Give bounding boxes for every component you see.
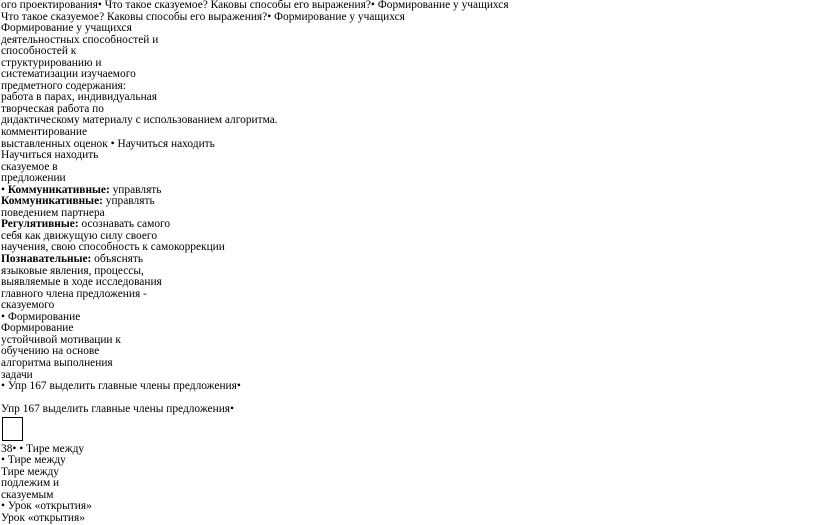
- line-text: сказуемым: [1, 488, 54, 501]
- line-text: работа в парах, индивидуальная: [1, 91, 157, 104]
- text-line: [1, 358, 816, 370]
- line-text: • Тире между: [1, 454, 66, 467]
- bold-label: Коммуникативные:: [7, 183, 110, 196]
- document-text-bottom: [1, 444, 816, 525]
- line-text: объяснять: [91, 253, 144, 266]
- bold-label: Познавательные:: [1, 253, 92, 266]
- text-line: [1, 513, 816, 525]
- text-line: [1, 346, 816, 358]
- line-text: деятельностных способностей и: [1, 33, 159, 46]
- line-text: подлежим и: [1, 477, 60, 490]
- line-text: сказуемое в: [1, 160, 58, 173]
- text-line: [1, 404, 816, 416]
- line-text: 38• • Тире между: [1, 442, 85, 455]
- line-text: выявляемые в ходе исследования: [1, 276, 162, 289]
- line-text: главного члена предложения -: [1, 287, 147, 300]
- text-line: [1, 478, 816, 490]
- line-text: предметного содержания:: [1, 79, 126, 92]
- line-text: осознавать самого: [78, 218, 171, 231]
- line-text: Формирование: [1, 322, 74, 335]
- text-line: [1, 162, 816, 174]
- text-line: [1, 300, 816, 312]
- line-text: творческая работа по: [1, 102, 104, 115]
- text-line: [1, 139, 816, 151]
- line-text: структурированию и: [1, 56, 102, 69]
- text-line: [1, 335, 816, 347]
- line-text: алгоритма выполнения: [1, 356, 113, 369]
- line-text: Что такое сказуемое? Каковы способы его выражения?• Формирование у учащихся: [1, 10, 405, 23]
- text-line: [1, 289, 816, 301]
- text-line: [1, 115, 816, 127]
- line-text: способностей к: [1, 45, 77, 58]
- line-text: дидактическому материалу с использованием алгоритма.: [1, 114, 278, 127]
- line-text: комментирование: [1, 126, 87, 139]
- text-line: [1, 312, 816, 324]
- line-text: себя как движущую силу своего: [1, 229, 158, 242]
- text-line: [1, 35, 816, 47]
- line-text: сказуемого: [1, 299, 55, 312]
- line-text: Тире между: [1, 465, 59, 478]
- text-line: [1, 92, 816, 104]
- line-text: управлять: [102, 195, 155, 208]
- line-text: языковые явления, процессы,: [1, 264, 144, 277]
- line-text: управлять: [109, 183, 162, 196]
- line-text: научения, свою способность к самокоррекции: [1, 241, 225, 254]
- bold-label: Регулятивные:: [1, 218, 79, 231]
- text-line: [1, 490, 816, 502]
- line-text: поведением партнера: [1, 206, 105, 219]
- text-line: [1, 501, 816, 513]
- text-line: [1, 46, 816, 58]
- line-text: Урок «открытия»: [1, 511, 85, 524]
- line-text: • Формирование: [1, 310, 81, 323]
- line-text: предложении: [1, 172, 66, 185]
- text-line: [1, 455, 816, 467]
- line-text: • Урок «открытия»: [1, 500, 92, 513]
- text-line: [1, 196, 816, 208]
- line-text: Научиться находить: [1, 149, 99, 162]
- text-line: [1, 381, 816, 393]
- line-text: обучению на основе: [1, 345, 100, 358]
- line-text: устойчивой мотивации к: [1, 333, 121, 346]
- bullet: •: [1, 183, 8, 196]
- line-text: ого проектирования• Что такое сказуемое? Каковы способы его выражения?• Формирование у учащихся: [1, 0, 509, 11]
- text-line: [1, 150, 816, 162]
- line-text: Упр 167 выделить главные члены предложения•: [1, 403, 235, 416]
- line-text: Формирование у учащихся: [1, 22, 132, 35]
- line-text: систематизации изучаемого: [1, 68, 136, 81]
- line-text: • Упр 167 выделить главные члены предложения•: [1, 380, 241, 393]
- document-text-top: [1, 0, 816, 416]
- line-text: задачи: [1, 368, 33, 381]
- text-line: [1, 467, 816, 479]
- text-line: [1, 444, 816, 456]
- bold-label: Коммуникативные:: [1, 195, 103, 208]
- line-text: выставленных оценок • Научиться находить: [1, 137, 215, 150]
- text-line: [1, 323, 816, 335]
- empty-table-cell: [2, 417, 23, 441]
